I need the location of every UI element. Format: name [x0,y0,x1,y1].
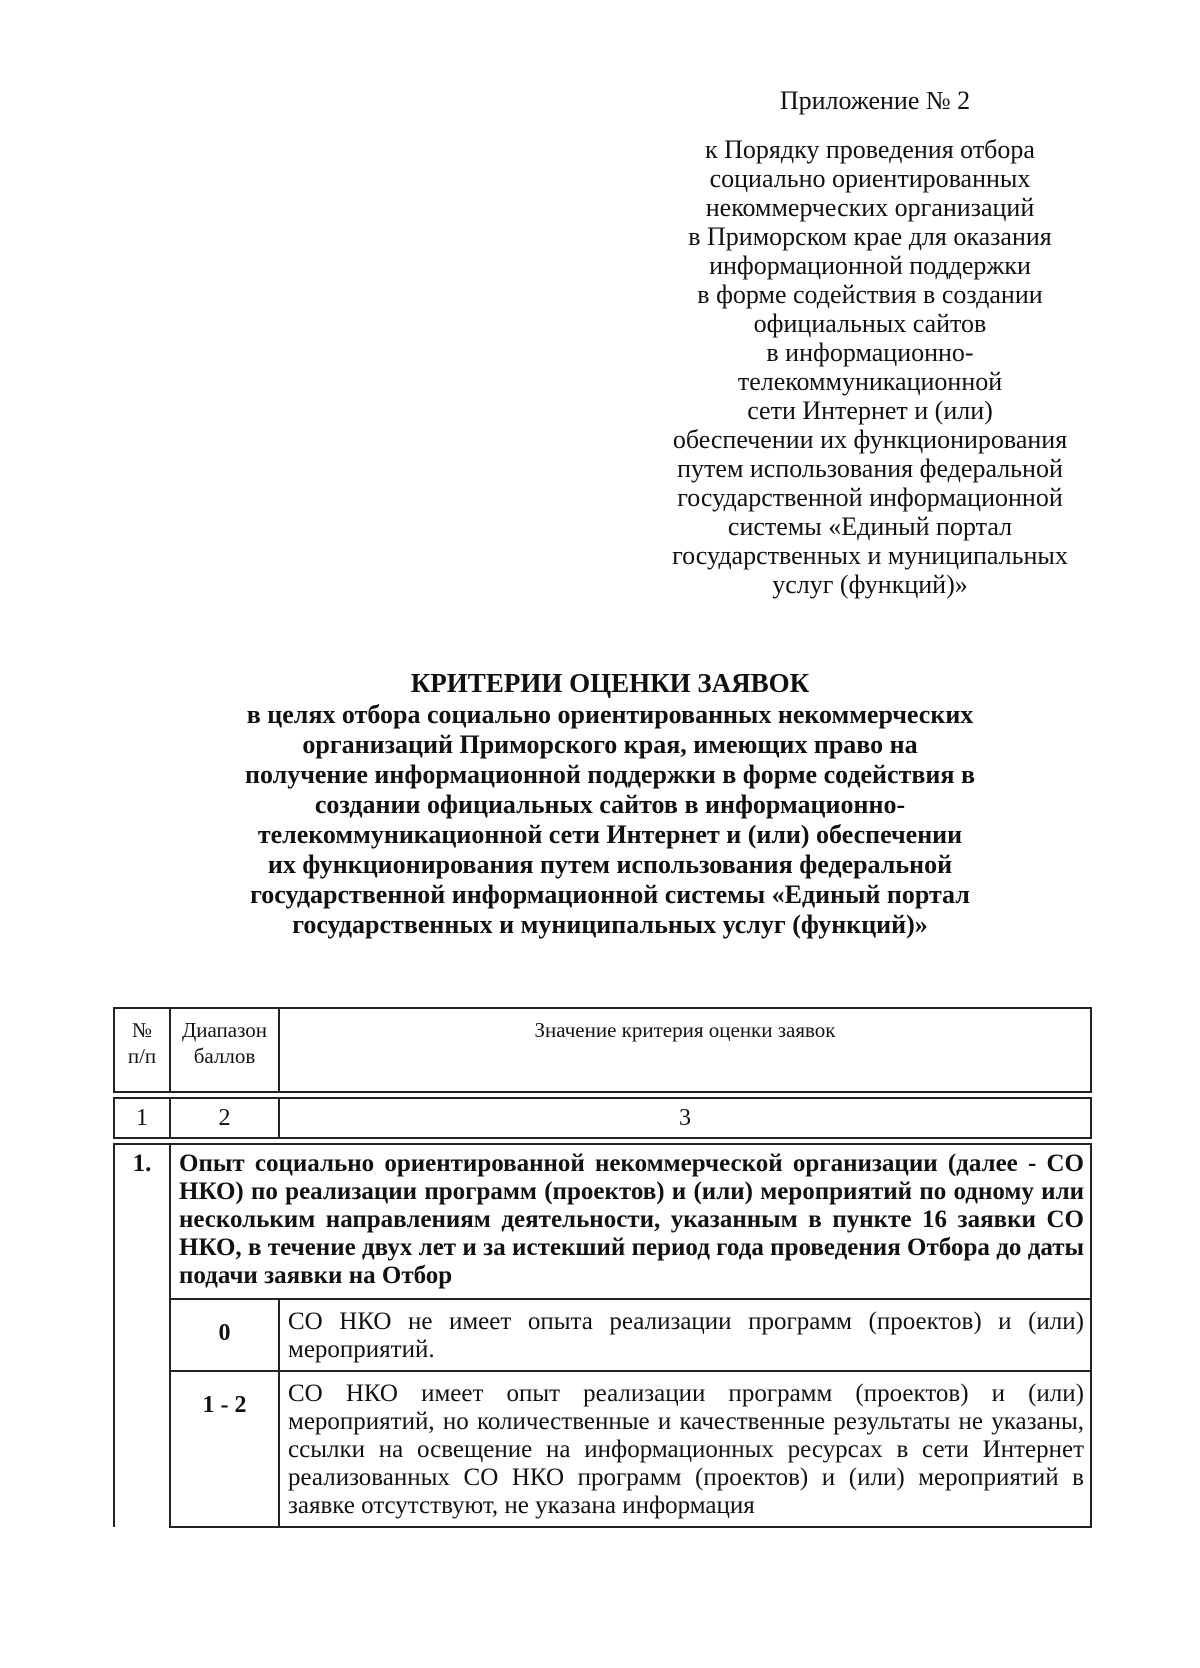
criteria-table [113,1007,1092,1528]
section-row [114,1144,1091,1299]
title-line: телекоммуникационной сети Интернет и (или) обеспечении [257,820,963,849]
score-range: 1 - 2 [170,1371,279,1527]
appendix-line: обеспечении их функционирования [672,425,1068,454]
header-number-line: п/п [127,1044,157,1068]
appendix-line: к Порядку проведения отбора [705,135,1035,164]
header-range [170,1008,279,1092]
section-title: Опыт социально ориентированной некоммерческой организации (далее - СО НКО) по реализации программ (проектов) и (или) мероприятий по одному или нескольким направлениям деятельности, указанным в пункте 16 заявки СО НКО, в течение двух лет и за истекший период года проведения Отбора до даты подачи заявки на Отбор [170,1144,1091,1299]
title-line: государственной информационной системы «Единый портал [250,880,970,909]
appendix-line: информационной поддержки [709,251,1031,280]
column-number-row [114,1098,1091,1138]
title-line: в целях отбора социально ориентированных некоммерческих [246,700,974,729]
header-range-line: баллов [193,1044,256,1068]
section-number: 1. [114,1144,170,1527]
column-number: 3 [279,1098,1091,1138]
header-value: Значение критерия оценки заявок [279,1008,1091,1092]
score-range: 0 [170,1299,279,1371]
column-number: 1 [114,1098,170,1138]
appendix-line: услуг (функций)» [772,570,968,599]
title-main: КРИТЕРИИ ОЦЕНКИ ЗАЯВОК [410,668,810,698]
appendix-line: в Приморском крае для оказания [688,222,1052,251]
column-number: 2 [170,1098,279,1138]
appendix-line: телекоммуникационной [737,367,1003,396]
appendix-number: Приложение № 2 [779,86,971,115]
table-header-row [114,1008,1091,1092]
appendix-line: системы «Единый портал [727,512,1013,541]
title-line: получение информационной поддержки в форме содействия в [245,760,975,789]
appendix-line: государственных и муниципальных [672,541,1068,570]
appendix-line: социально ориентированных [709,164,1031,193]
appendix-line: сети Интернет и (или) [747,396,993,425]
appendix-line: в информационно- [766,338,974,367]
title-line: организаций Приморского края, имеющих право на [302,730,918,759]
title-line: создании официальных сайтов в информационно- [314,790,906,819]
header-number [114,1008,170,1092]
title-subtitle [150,700,1070,940]
document-title [150,668,1070,940]
table-row [114,1299,1091,1371]
header-number-line: № [131,1018,153,1042]
header-range-line: Диапазон [181,1018,268,1042]
appendix-line: некоммерческих организаций [705,193,1035,222]
appendix-reference [600,135,1140,599]
table-row [114,1371,1091,1527]
appendix-header [600,86,1140,599]
appendix-line: в форме содействия в создании [697,280,1043,309]
title-line: государственных и муниципальных услуг (функций)» [292,910,928,939]
appendix-line: официальных сайтов [753,309,987,338]
title-line: их функционирования путем использования федеральной [267,850,953,879]
appendix-line: путем использования федеральной [677,454,1063,483]
appendix-line: государственной информационной [677,483,1063,512]
criterion-description: СО НКО имеет опыт реализации программ (проектов) и (или) мероприятий, но количественные и качественные результаты не указаны, ссылки на освещение на информационных ресурсах в сети Интернет реализованных СО НКО программ (проектов) и (или) мероприятий в заявке отсутствуют, не указана информация [279,1371,1091,1527]
criterion-description: СО НКО не имеет опыта реализации программ (проектов) и (или) мероприятий. [279,1299,1091,1371]
